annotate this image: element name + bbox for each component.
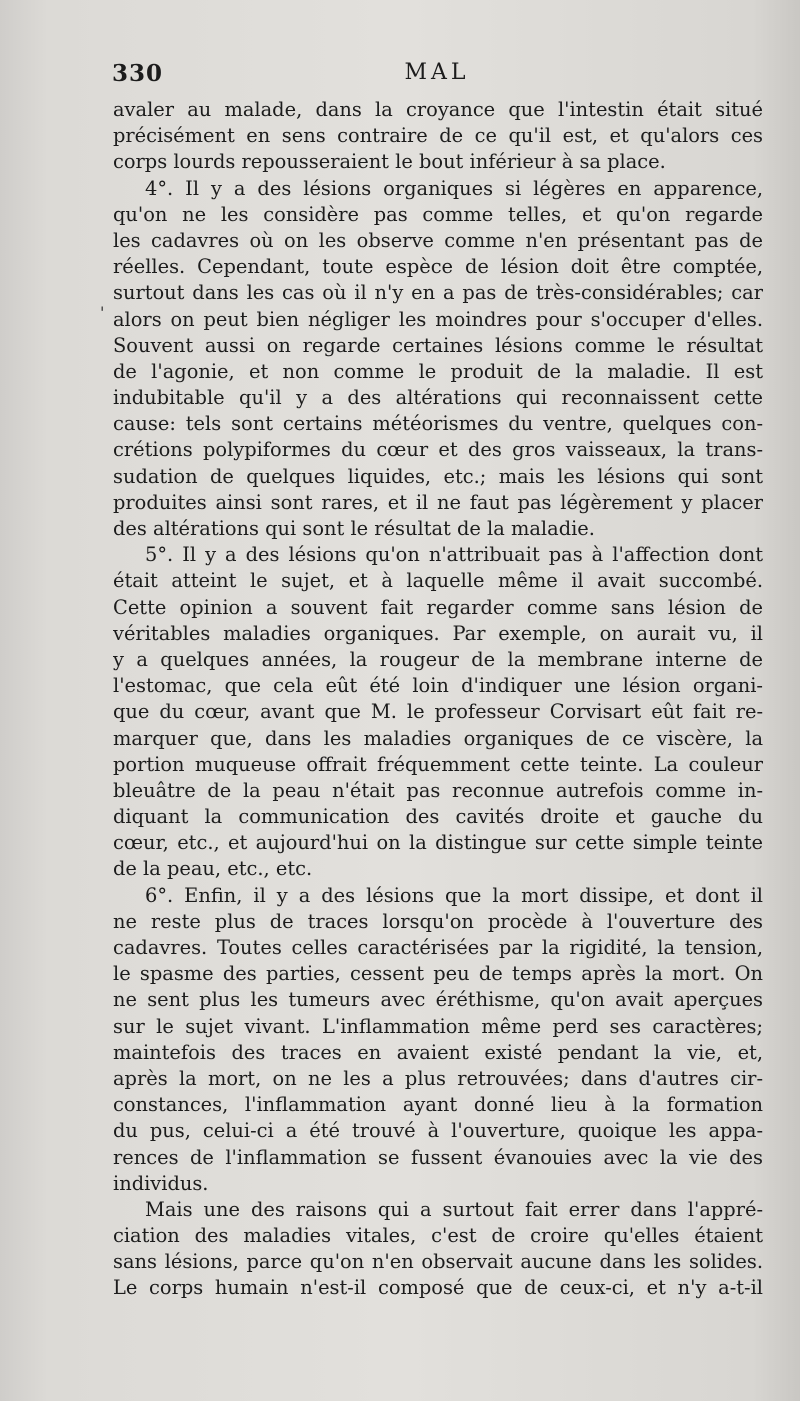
text-line: avaler au malade, dans la croyance que l'intestin était situé [113,98,763,121]
paragraph-start: 6°. Enfin, il y a des lésions que la mort dissipe, et dont il [145,883,763,907]
text-line: le spasme des parties, cessent peu de temps après la mort. On [113,962,763,986]
text-line: sudation de quelques liquides, etc.; mais les lésions qui sont [113,464,763,488]
text-line: cœur, etc., et aujourd'hui on la distingue sur cette simple teinte [113,831,763,855]
text-line: ciation des maladies vitales, c'est de croire qu'elles étaient [113,1224,763,1248]
text-line: ne reste plus de traces lorsqu'on procède à l'ouverture des [113,909,763,933]
text-line: était atteint le sujet, et à laquelle même il avait succombé. [113,569,763,593]
paragraph-start: Mais une des raisons qui a surtout fait errer dans l'appré- [145,1197,763,1221]
text-line: y a quelques années, la rougeur de la membrane interne de [113,647,763,671]
margin-mark: ' [100,303,105,322]
text-line: les cadavres où on les observe comme n'en présentant pas de [113,228,763,252]
text-line: des altérations qui sont le résultat de la maladie. [113,517,595,540]
text-line: rences de l'inflammation se fussent évanouies avec la vie des [113,1145,763,1169]
text-line: diquant la communication des cavités droite et gauche du [113,805,763,829]
text-line: maintefois des traces en avaient existé pendant la vie, et, [113,1040,763,1064]
text-line: crétions polypiformes du cœur et des gros vaisseaux, la trans- [113,438,763,462]
text-line: sur le sujet vivant. L'inflammation même perd ses caractères; [113,1014,763,1038]
text-line: alors on peut bien négliger les moindres pour s'occuper d'elles. [113,307,763,331]
text-line: Souvent aussi on regarde certaines lésions comme le résultat [113,333,763,357]
text-line: réelles. Cependant, toute espèce de lésion doit être comptée, [113,255,763,279]
text-line: marquer que, dans les maladies organiques de ce viscère, la [113,726,763,750]
text-line: qu'on ne les considère pas comme telles, et qu'on regarde [113,202,763,226]
text-line: constances, l'inflammation ayant donné lieu à la formation [113,1093,763,1117]
text-line: Cette opinion a souvent fait regarder comme sans lésion de [113,595,763,619]
text-line: l'estomac, que cela eût été loin d'indiquer une lésion organi- [113,674,763,698]
text-line: de la peau, etc., etc. [113,857,313,881]
text-line: Le corps humain n'est-il composé que de ceux-ci, et n'y a-t-il [113,1276,763,1300]
paragraph-start: 5°. Il y a des lésions qu'on n'attribuait pas à l'affection dont [145,543,763,567]
running-head: MAL [404,60,470,85]
text-line: surtout dans les cas où il n'y en a pas de très-considérables; car [113,281,763,305]
page-header [112,60,762,90]
text-line: bleuâtre de la peau n'était pas reconnue autrefois comme in- [113,778,763,802]
body-text [113,97,763,1302]
text-line: cadavres. Toutes celles caractérisées par la rigidité, la tension, [113,936,763,959]
text-line: précisément en sens contraire de ce qu'il est, et qu'alors ces [113,124,763,148]
page-number: 330 [112,60,164,87]
text-line: de l'agonie, et non comme le produit de la maladie. Il est [113,359,763,383]
text-line: indubitable qu'il y a des altérations qui reconnaissent cette [113,386,763,410]
text-line: ne sent plus les tumeurs avec éréthisme, qu'on avait aperçues [113,988,763,1012]
text-line: produites ainsi sont rares, et il ne faut pas légèrement y placer [113,490,763,514]
text-line: après la mort, on ne les a plus retrouvées; dans d'autres cir- [113,1066,763,1090]
text-line: véritables maladies organiques. Par exemple, on aurait vu, il [113,621,763,645]
paragraph-start: 4°. Il y a des lésions organiques si légères en apparence, [145,176,763,200]
text-line: portion muqueuse offrait fréquemment cette teinte. La couleur [113,752,763,776]
text-line: sans lésions, parce qu'on n'en observait aucune dans les solides. [113,1250,763,1274]
text-line: que du cœur, avant que M. le professeur Corvisart eût fait re- [113,700,763,724]
text-line: corps lourds repousseraient le bout inférieur à sa place. [113,150,666,174]
text-line: du pus, celui-ci a été trouvé à l'ouverture, quoique les appa- [113,1119,763,1143]
text-line: individus. [113,1171,209,1195]
text-line: cause: tels sont certains météorismes du ventre, quelques con- [113,412,763,436]
